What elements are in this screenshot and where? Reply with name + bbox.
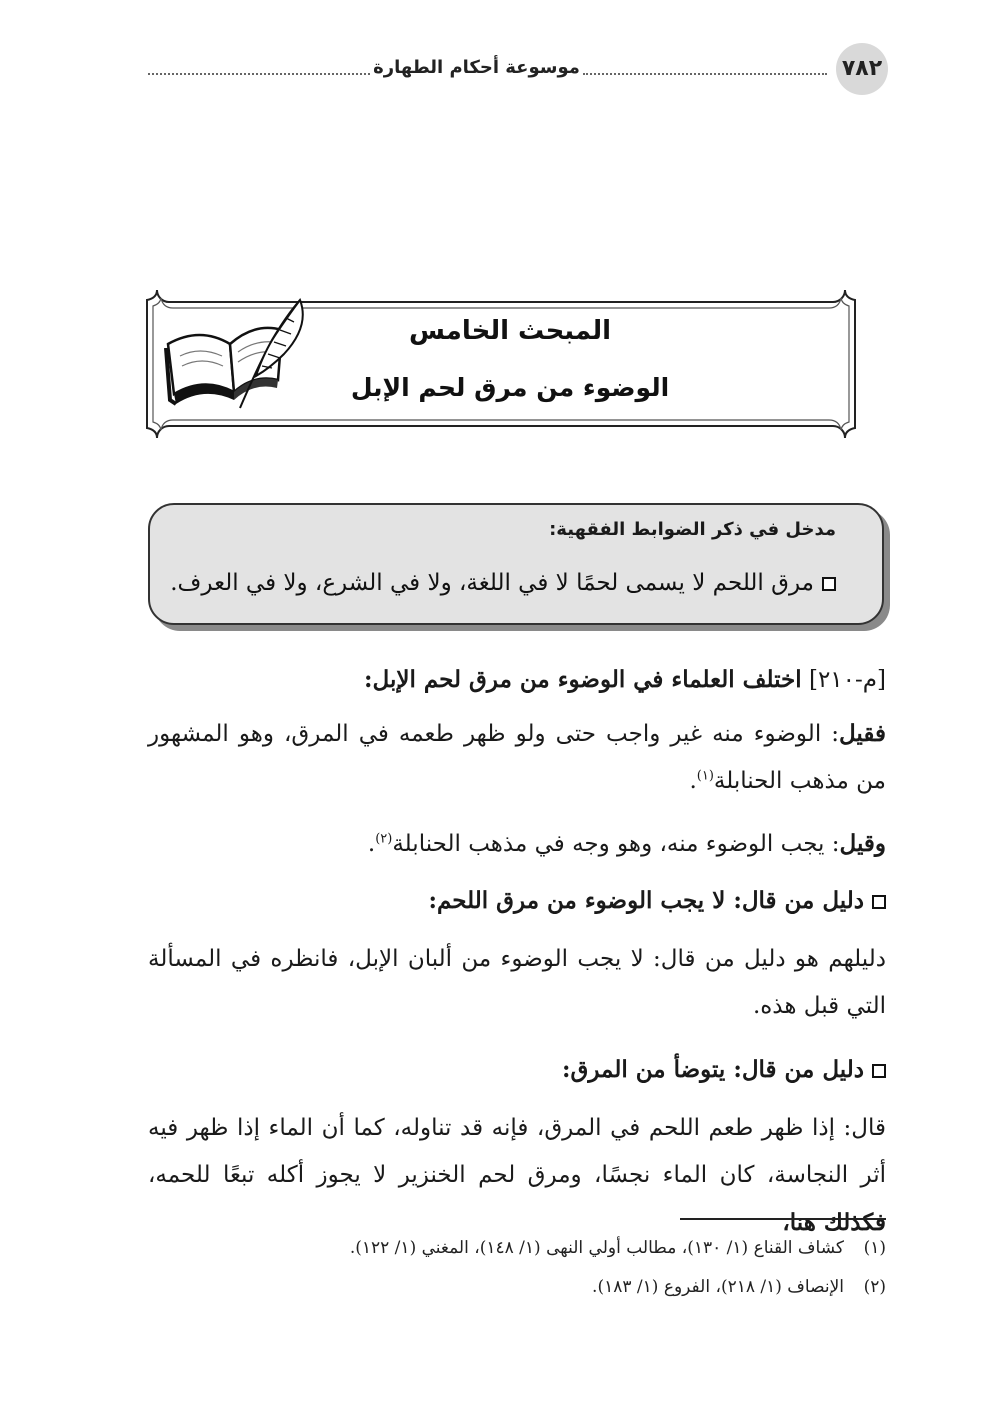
evidence2-paragraph	[148, 1105, 886, 1247]
opinion2-text: : يجب الوضوء منه، وهو وجه في مذهب الحنابلة	[392, 831, 840, 857]
footnote-separator	[680, 1218, 886, 1220]
intro-rule	[170, 570, 836, 596]
evidence1-paragraph: دليلهم هو دليل من قال: لا يجب الوضوء من ألبان الإبل، فانظره في المسألة التي قبل هذه.	[148, 946, 886, 1019]
book-title: موسوعة أحكام الطهارة	[373, 57, 580, 78]
issue-paragraph	[148, 656, 886, 704]
footnote-number: (١)	[863, 1238, 886, 1258]
evidence1-heading	[148, 877, 886, 924]
footnote-ref-2: (٢)	[375, 831, 393, 847]
opinion2-paragraph: وقيل: يجب الوضوء منه، وهو وجه في مذهب الحنابلة$^{(٢)}$.	[367, 830, 886, 857]
evidence2-heading-text: دليل من قال: يتوضأ من المرق:	[562, 1056, 864, 1083]
issue-text: اختلف العلماء في الوضوء من مرق لحم الإبل:	[364, 666, 802, 693]
header-dotted-rule-right	[583, 73, 827, 75]
book-quill-icon	[160, 296, 305, 418]
footnote-1	[148, 1238, 886, 1258]
evidence2-text: قال: إذا ظهر طعم اللحم في المرق، فإنه قد تناوله، كما أن الماء إذا ظهر فيه أثر النجاسة، كان الماء نجسًا، ومرق لحم الخنزير لا يجوز أكله تبعًا للحمه،	[148, 1115, 886, 1188]
footnote-text: كشاف القناع (١/ ١٣٠)، مطالب أولي النهى (١/ ١٤٨)، المغني (١/ ١٢٢).	[349, 1238, 844, 1258]
footnote-ref-1: (١)	[696, 768, 714, 784]
header-dotted-rule-left	[148, 73, 370, 75]
intro-box	[148, 503, 884, 625]
footnote-2	[148, 1277, 886, 1297]
intro-rule-text: مرق اللحم لا يسمى لحمًا لا في اللغة، ولا في الشرع، ولا في العرف.	[170, 570, 814, 596]
evidence2-heading	[148, 1046, 886, 1093]
opinion1-text: : الوضوء منه غير واجب حتى ولو ظهر طعمه في المرق، وهو المشهور من مذهب الحنابلة	[148, 721, 886, 794]
checkbox-bullet-icon	[822, 577, 836, 591]
intro-heading: مدخل في ذكر الضوابط الفقهية:	[549, 519, 836, 540]
opinion1-label: فقيل	[839, 720, 886, 747]
chapter-title: الوضوء من مرق لحم الإبل	[350, 373, 670, 402]
issue-label: [م-٢١٠]	[808, 667, 886, 693]
checkbox-bullet-icon	[872, 895, 886, 909]
opinion1-paragraph: فقيل: الوضوء منه غير واجب حتى ولو ظهر طعمه في المرق، وهو المشهور من مذهب الحنابلة$^{(١)}$.	[148, 720, 886, 794]
page-number: ٧٨٢	[836, 43, 888, 95]
evidence2-tail: فكذلك هنا،	[782, 1209, 886, 1236]
footnote-text: الإنصاف (١/ ٢١٨)، الفروع (١/ ١٨٣).	[592, 1277, 844, 1297]
evidence1-heading-text: دليل من قال: لا يجب الوضوء من مرق اللحم:	[428, 887, 864, 914]
footnote-number: (٢)	[863, 1277, 886, 1297]
checkbox-bullet-icon	[872, 1064, 886, 1078]
opinion2-label: وقيل	[839, 830, 886, 857]
chapter-label: المبحث الخامس	[408, 316, 612, 346]
